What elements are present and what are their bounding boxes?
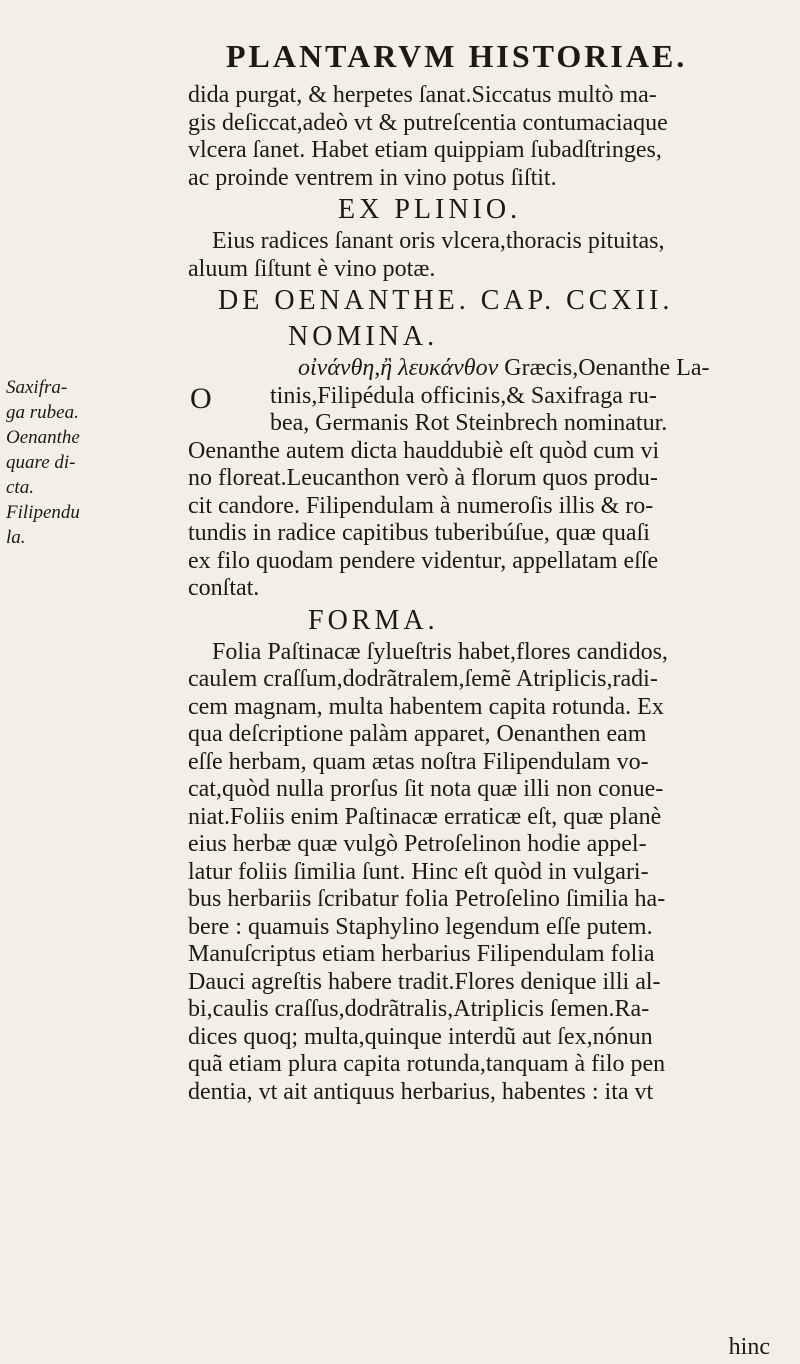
marginal-notes [6,375,176,550]
margin-note: quare di- [6,452,76,473]
text-line: Manuſcriptus etiam herbarius Filipendulam folia [188,941,655,967]
section-heading-forma: FORMA. [308,604,439,636]
text-line: aluum ſiſtunt è vino potæ. [188,255,436,282]
margin-note: ga rubea. [6,402,79,423]
text-line: tinis,Filipédula officinis,& Saxifraga ru- [270,382,657,409]
text-line: dices quoq; multa,quinque interdũ aut ſex,nónun [188,1023,653,1050]
text-line: dida purgat, & herpetes ſanat.Siccatus multò ma- [188,82,657,108]
text-line: bus herbariis ſcribatur folia Petroſelino ſimilia ha- [188,886,666,912]
text-line: no floreat.Leucanthon verò à florum quos produ- [188,465,658,491]
text-line: Oenanthe autem dicta hauddubiè eſt quòd cum vi [188,437,660,464]
text-line: bi,caulis craſſus,dodrãtralis,Atriplicis ſemen.Ra- [188,996,650,1022]
text-line: conſtat. [188,575,260,601]
text-line: Eius radices ſanant oris vlcera,thoracis pituitas, [212,228,665,254]
main-text [188,82,778,1106]
text-line: Folia Paſtinacæ ſylueſtris habet,flores candidos, [212,638,668,665]
margin-note: cta. [6,477,34,498]
text-line: quã etiam plura capita rotunda,tanquam à filo pen [188,1051,666,1077]
text-line: bere : quamuis Staphylino legendum eſſe putem. [188,913,653,940]
text-line: bea, Germanis Rot Steinbrech nominatur. [270,410,668,436]
margin-note: Saxifra- [6,377,68,398]
text-line: gis deſiccat,adeò vt & putreſcentia contumaciaque [188,109,668,136]
text-line: cem magnam, multa habentem capita rotunda. Ex [188,693,664,720]
text-span: Græcis,Oenanthe La- [504,355,710,381]
running-header: PLANTARVM HISTORIAE. [226,38,688,74]
greek-names: οἰνάνθη,ἢ λευκάνθον [298,355,499,381]
text-line: dentia, vt ait antiquus herbarius, habentes : ita vt [188,1078,654,1105]
text-line: caulem craſſum,dodrãtralem,ſemẽ Atriplicis,radi- [188,666,658,692]
text-line: ex filo quodam pendere videntur, appellatam eſſe [188,547,659,574]
text-line: cat,quòd nulla prorſus ſit nota quæ illi non conue- [188,776,664,802]
margin-note: Filipendu [6,502,80,523]
margin-note: Oenanthe [6,427,80,448]
text-line: Dauci agreſtis habere tradit.Flores denique illi al- [188,968,661,995]
text-line: qua deſcriptione palàm apparet, Oenanthen eam [188,721,647,747]
text-line: eſſe herbam, quam ætas noſtra Filipendulam vo- [188,748,649,775]
text-line: vlcera ſanet. Habet etiam quippiam ſubadſtringes, [188,137,662,163]
text-line [188,355,778,383]
text-line: tundis in radice capitibus tuberibúſue, quæ quaſi [188,520,650,546]
section-heading-nomina: NOMINA. [288,321,439,352]
text-line: niat.Foliis enim Paſtinacæ erraticæ eſt, quæ planè [188,803,662,830]
text-line: eius herbæ quæ vulgò Petroſelinon hodie appel- [188,831,647,857]
section-heading-plinio: EX PLINIO. [338,194,522,225]
text-line: latur foliis ſimilia ſunt. Hinc eſt quòd in vulgari- [188,858,649,885]
drop-initial: O [190,382,212,415]
text-line: ac proinde ventrem in vino potus ſiſtit. [188,164,557,191]
catchword: hinc [728,1334,770,1360]
text-line: cit candore. Filipendulam à numeroſis illis & ro- [188,492,654,519]
margin-note: la. [6,527,26,548]
chapter-heading: DE OENANTHE. CAP. CCXII. [218,285,674,316]
